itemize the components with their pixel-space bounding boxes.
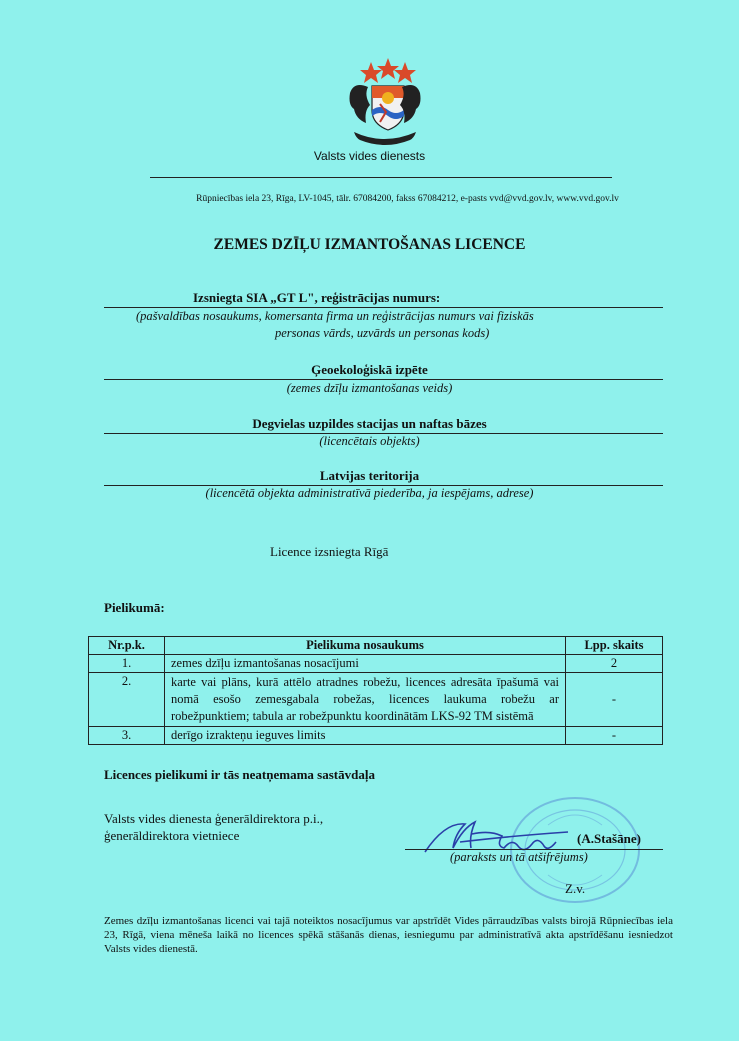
table-row [89, 673, 663, 727]
attachments-table [88, 636, 663, 745]
table-row [89, 655, 663, 673]
issued-place: Licence izsniegta Rīgā [270, 544, 389, 559]
issued-to-hint-line2: personas vārds, uzvārds un personas kods) [275, 326, 490, 340]
signature-hint: (paraksts un tā atšifrējums) [450, 850, 588, 864]
column-header-name: Pielikuma nosaukums [165, 637, 566, 655]
row-number: 2. [89, 673, 165, 727]
organization-name: Valsts vides dienests [313, 149, 426, 163]
table-header-row [89, 637, 663, 655]
page-count: - [566, 727, 663, 745]
row-number: 3. [89, 727, 165, 745]
object-hint: (licencētais objekts) [319, 434, 420, 448]
page-count: 2 [566, 655, 663, 673]
stamp-place-label: Z.v. [565, 881, 586, 896]
attachments-heading: Pielikumā: [104, 600, 165, 615]
use-type: Ģeoekoloģiskā izpēte [311, 362, 428, 377]
attachment-name: karte vai plāns, kurā attēlo atradnes robežu, licences adresāta īpašumā vai nomā esošo zemesgabala robežas, licences laukuma robežu ar robežpunktiem; tabula ar robežpunktu koordinātām LKS-92 TM sistēmā [165, 673, 566, 727]
attachment-name: derīgo izrakteņu ieguves limits [165, 727, 566, 745]
issued-to: Izsniegta SIA „GT L", reģistrācijas numurs: [193, 290, 441, 305]
use-type-hint: (zemes dzīļu izmantošanas veids) [286, 381, 453, 395]
issued-to-underline [104, 307, 663, 308]
column-header-pages: Lpp. skaits [566, 637, 663, 655]
issued-to-hint-line1: (pašvaldības nosaukums, komersanta firma un reģistrācijas numurs vai fiziskās [136, 309, 534, 323]
attachments-note: Licences pielikumi ir tās neatņemama sastāvdaļa [104, 767, 375, 782]
signer-position-line1: Valsts vides dienesta ģenerāldirektora p.i., [104, 811, 324, 826]
use-type-underline [104, 379, 663, 380]
signer-position [104, 810, 323, 844]
territory-hint: (licencētā objekta administratīvā piederība, ja iespējams, adrese) [205, 486, 534, 500]
document-title: ZEMES DZĪĻU IZMANTOŠANAS LICENCE [213, 236, 526, 253]
appeal-notice: Zemes dzīļu izmantošanas licenci vai tajā noteiktos nosacījumus var apstrīdēt Vides pārraudzības valsts birojā Rūpniecības iela 23, Rīgā, viena mēneša laikā no licences spēkā stāšanās dienas, iesniegumu par administratīvā akta apstrīdēšanu iesniedzot Valsts vides dienestā. [104, 915, 673, 955]
table-row [89, 727, 663, 745]
coat-of-arms-logo [340, 58, 430, 150]
attachment-name: zemes dzīļu izmantošanas nosacījumi [165, 655, 566, 673]
licensed-object: Degvielas uzpildes stacijas un naftas bāzes [252, 416, 487, 431]
territory: Latvijas teritorija [319, 468, 420, 483]
page-count: - [566, 673, 663, 727]
column-header-nr: Nr.p.k. [89, 637, 165, 655]
organization-address: Rūpniecības iela 23, Rīga, LV-1045, tālr. 67084200, fakss 67084212, e-pasts vvd@vvd.gov.lv, www.vvd.gov.lv [196, 194, 619, 204]
header-divider [150, 177, 612, 178]
row-number: 1. [89, 655, 165, 673]
signer-name: (A.Stašāne) [577, 831, 641, 846]
signer-position-line2: ģenerāldirektora vietniece [104, 828, 240, 843]
